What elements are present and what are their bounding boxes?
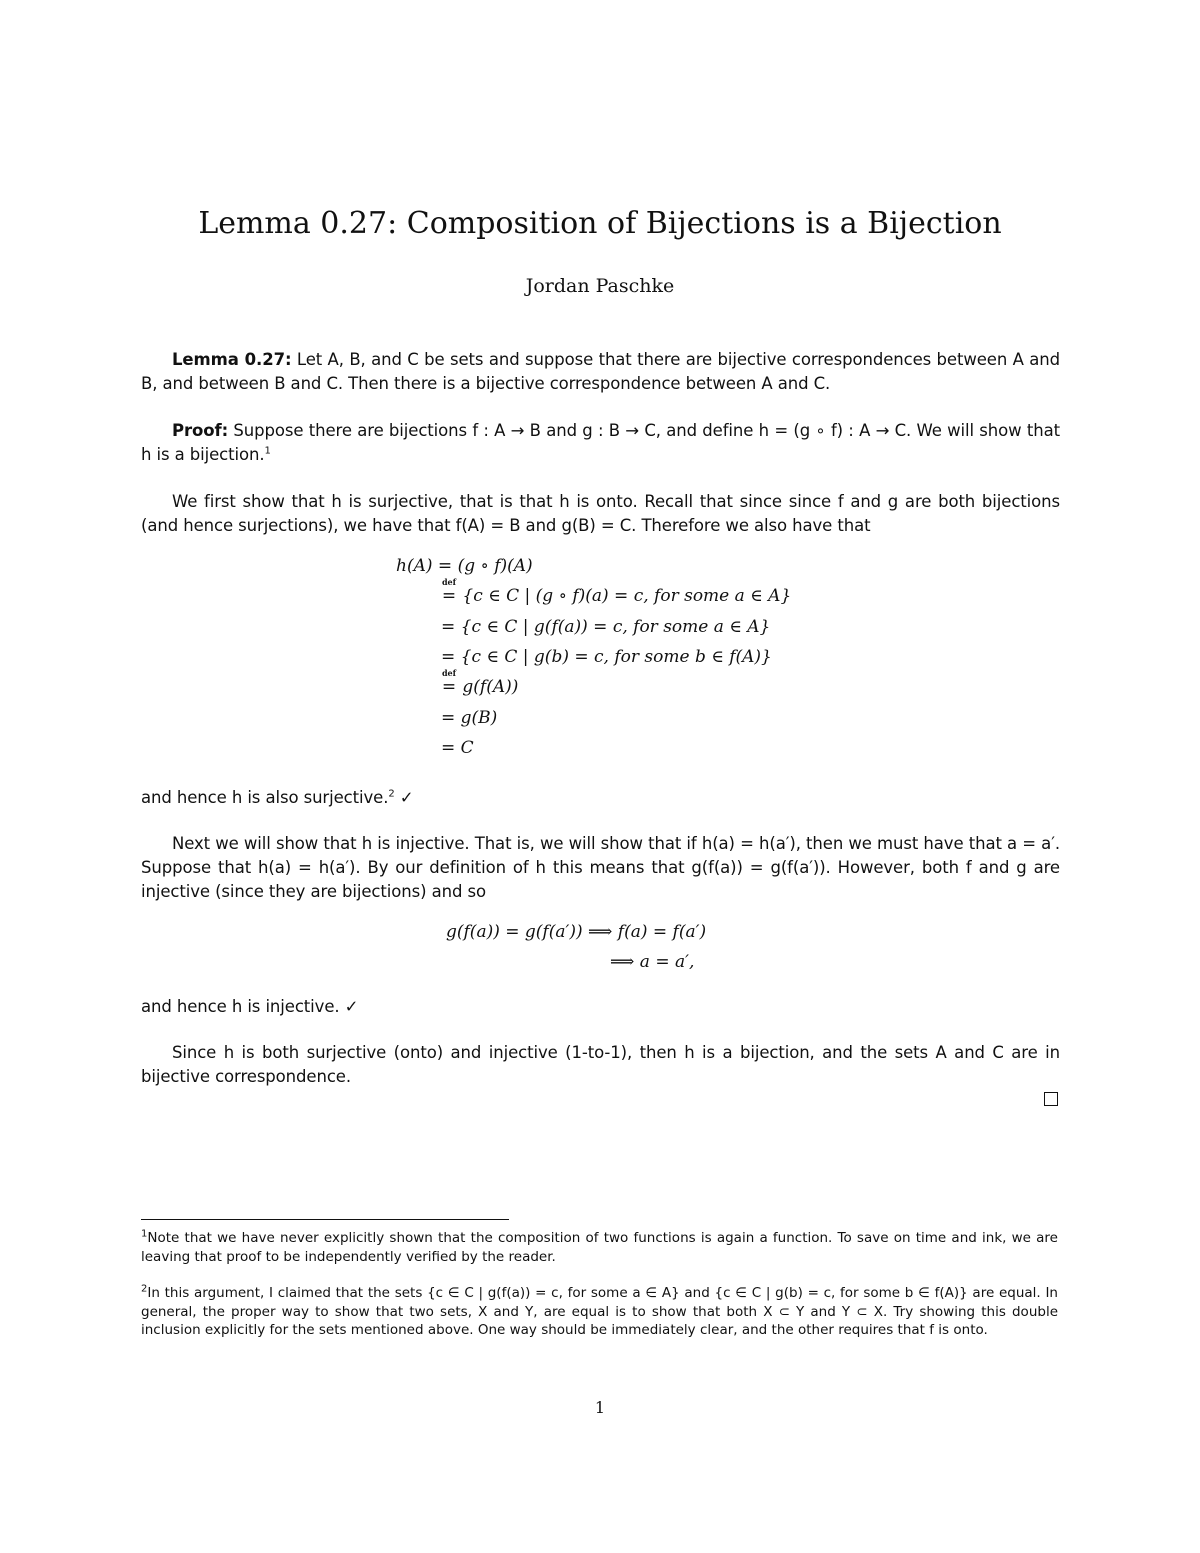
equation-rhs: {c ∈ C | g(f(a)) = c, for some a ∈ A} [460,616,771,637]
footnote-divider [141,1219,509,1220]
surjective-conclusion [141,786,1060,810]
author-name: Jordan Paschke [525,275,675,297]
footnote-1 [141,1229,1058,1266]
equation-line [441,668,519,698]
lemma-statement [141,348,1060,396]
injective-paragraph [141,832,1060,904]
equation-lhs: g(f(a)) = g(f(a′)) [446,922,583,942]
checkmark-icon: ✓ [344,997,359,1016]
equation-rhs: {c ∈ C | g(b) = c, for some b ∈ f(A)} [460,646,772,667]
equation-line [441,647,772,667]
equation-rhs: f(a) = f(a′) [617,922,707,942]
page-number: 1 [594,1398,606,1417]
def-label: def [441,668,457,679]
equation-relation: = [441,707,456,728]
equation-rhs: C [460,737,474,758]
equation-relation: = [437,556,453,576]
def-equals-symbol: def = [441,577,457,607]
final-paragraph [141,1041,1060,1089]
final-text: Since h is both surjective (onto) and injective (1-to-1), then h is a bijection, and the sets A and C are in bijective correspondence. [141,1043,1060,1086]
footnote-text: Note that we have never explicitly shown that the composition of two functions is again a function. To save on time and ink, we are leaving that proof to be independently verified by the reader. [141,1230,1058,1265]
surjective-text: We first show that h is surjective, that is that h is onto. Recall that since since f and g are both bijections (and hence surjections), we have that f(A) = B and g(B) = C. Therefore we also have that [141,492,1060,535]
implies-symbol: ⟹ [588,922,613,942]
surjective-paragraph [141,490,1060,538]
injective-text: Next we will show that h is injective. That is, we will show that if h(a) = h(a′), then we must have that a = a′. Suppose that h(a) = h(a′). By our definition of h this means that g(f(a)) = g(f(a′)). However, both f and g are injective (since they are bijections) and so [141,834,1060,901]
injective-equation-line [610,952,694,972]
footnote-2 [141,1284,1058,1340]
footnote-mark: 2 [141,1283,148,1295]
equation-line [441,617,770,637]
equation-rhs: g(B) [460,707,498,728]
footnote-mark: 1 [141,1228,148,1240]
equation-rhs: (g ∘ f)(A) [457,556,533,576]
equation-line [441,708,497,728]
footnote-ref-1[interactable]: 1 [264,445,271,457]
injective-equation-line [446,922,706,942]
footnote-text: In this argument, I claimed that the sets {c ∈ C | g(f(a)) = c, for some a ∈ A} and {c ∈ C | g(b) = c, for some b ∈ f(A)} are equal. In general, the proper way to show that two sets, X and Y, are equal is to show that both X ⊂ Y and Y ⊂ X. Try showing this double inclusion explicitly for the sets mentioned above. One way should be immediately clear, and the other requires that f is onto. [141,1285,1058,1338]
footnote-ref-2[interactable]: 2 [388,788,395,800]
def-label: def [441,577,457,588]
qed-square-icon [1044,1092,1058,1106]
def-equals-symbol: def = [441,668,457,698]
proof-label: Proof: [172,421,229,440]
injective-conclusion-text: and hence h is injective. [141,997,340,1016]
checkmark-icon: ✓ [399,788,414,807]
equation-line [441,738,474,758]
equation-relation: = [441,737,456,758]
equation-rhs: a = a′, [639,952,695,972]
equation-rhs: {c ∈ C | (g ∘ f)(a) = c, for some a ∈ A} [462,586,792,607]
equation-line [441,577,792,607]
equation-rhs: g(f(A)) [462,677,519,698]
equation-relation: = [441,616,456,637]
surjective-conclusion-text: and hence h is also surjective. [141,788,389,807]
proof-intro [141,419,1060,467]
lemma-text: Let A, B, and C be sets and suppose that there are bijective correspondences between A and B, and between B and C. Then there is a bijective correspondence between A and C. [141,350,1060,393]
page-title: Lemma 0.27: Composition of Bijections is a Bijection [198,206,1002,241]
proof-text: Suppose there are bijections f : A → B and g : B → C, and define h = (g ∘ f) : A → C. We will show that h is a bijection. [141,421,1060,464]
equation-relation: = [441,646,456,667]
equation-lhs: h(A) [396,556,433,576]
equation-line [396,556,533,576]
injective-conclusion [141,995,1060,1019]
lemma-label: Lemma 0.27: [172,350,292,369]
implies-symbol: ⟹ [610,952,635,972]
